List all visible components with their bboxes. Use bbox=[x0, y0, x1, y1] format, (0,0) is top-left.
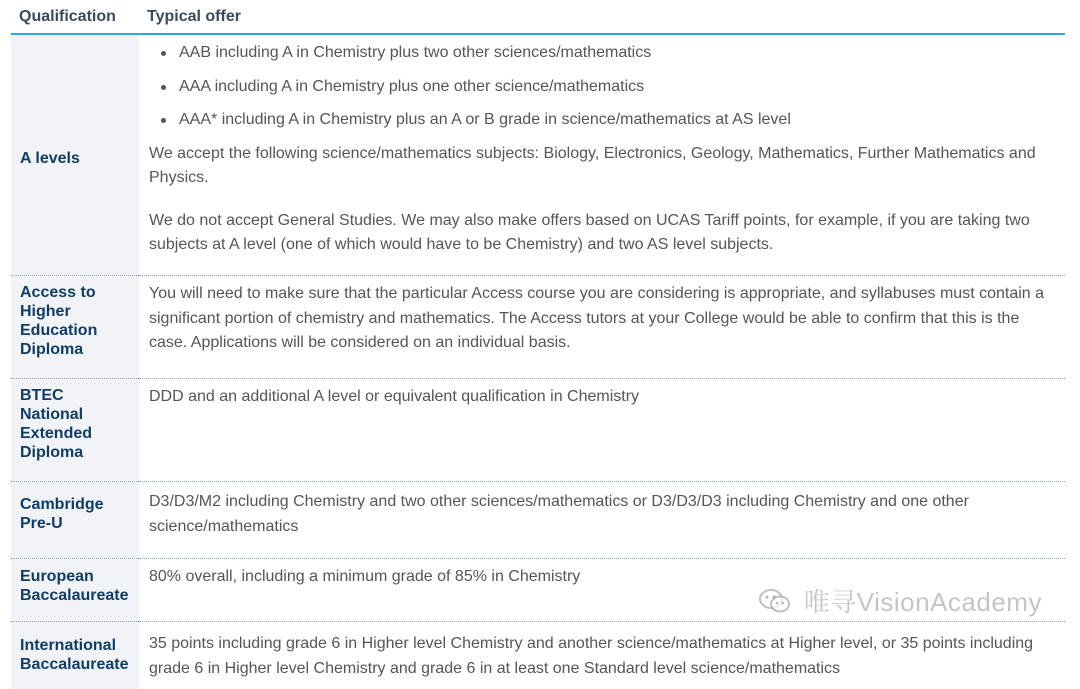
offer-cell bbox=[139, 34, 1065, 276]
offer-cell: 80% overall, including a minimum grade of 85% in Chemistry bbox=[139, 559, 1065, 622]
offer-paragraph: We do not accept General Studies. We may also make offers based on UCAS Tariff points, for example, if you are taking two subjects at A level (one of which would have to be Chemistry) and two AS level subjects. bbox=[149, 209, 1055, 258]
offer-cell: DDD and an additional A level or equivalent qualification in Chemistry bbox=[139, 379, 1065, 482]
table-row bbox=[11, 622, 1065, 689]
header-qualification: Qualification bbox=[11, 0, 139, 34]
watermark bbox=[758, 582, 1042, 622]
offer-cell: D3/D3/M2 including Chemistry and two other sciences/mathematics or D3/D3/D3 including Chemistry and one other science/mathematics bbox=[139, 482, 1065, 559]
qualification-cell: Cambridge Pre-U bbox=[11, 482, 139, 559]
list-item: AAB including A in Chemistry plus two other sciences/mathematics bbox=[161, 41, 1055, 66]
qualification-cell: Access to Higher Education Diploma bbox=[11, 276, 139, 379]
qualification-cell: International Baccalaureate bbox=[11, 622, 139, 689]
table-header-row bbox=[11, 0, 1065, 34]
list-item: AAA* including A in Chemistry plus an A or B grade in science/mathematics at AS level bbox=[161, 108, 1055, 133]
table-row bbox=[11, 34, 1065, 276]
qualification-cell: A levels bbox=[11, 34, 139, 276]
qualification-cell: European Baccalaureate bbox=[11, 559, 139, 622]
table-row bbox=[11, 276, 1065, 379]
offer-list bbox=[149, 41, 1055, 133]
offer-paragraph: We accept the following science/mathematics subjects: Biology, Electronics, Geology, Mathematics, Further Mathematics and Physics. bbox=[149, 142, 1055, 191]
list-item: AAA including A in Chemistry plus one other science/mathematics bbox=[161, 75, 1055, 100]
offer-cell: 35 points including grade 6 in Higher level Chemistry and another science/mathematics at Higher level, or 35 points including grade 6 in Higher level Chemistry and grade 6 in at least one Standard level science/mathematics bbox=[139, 622, 1065, 689]
table-row bbox=[11, 482, 1065, 559]
header-typical-offer: Typical offer bbox=[139, 0, 1065, 34]
qualification-cell: BTEC National Extended Diploma bbox=[11, 379, 139, 482]
wechat-icon bbox=[758, 587, 792, 622]
table-row bbox=[11, 379, 1065, 482]
offer-cell: You will need to make sure that the particular Access course you are considering is appropriate, and syllabuses must contain a significant portion of chemistry and mathematics. The Access tutors at your College would be able to confirm that this is the case. Applications will be considered on an individual basis. bbox=[139, 276, 1065, 379]
watermark-text: 唯寻VisionAcademy bbox=[804, 587, 1042, 617]
